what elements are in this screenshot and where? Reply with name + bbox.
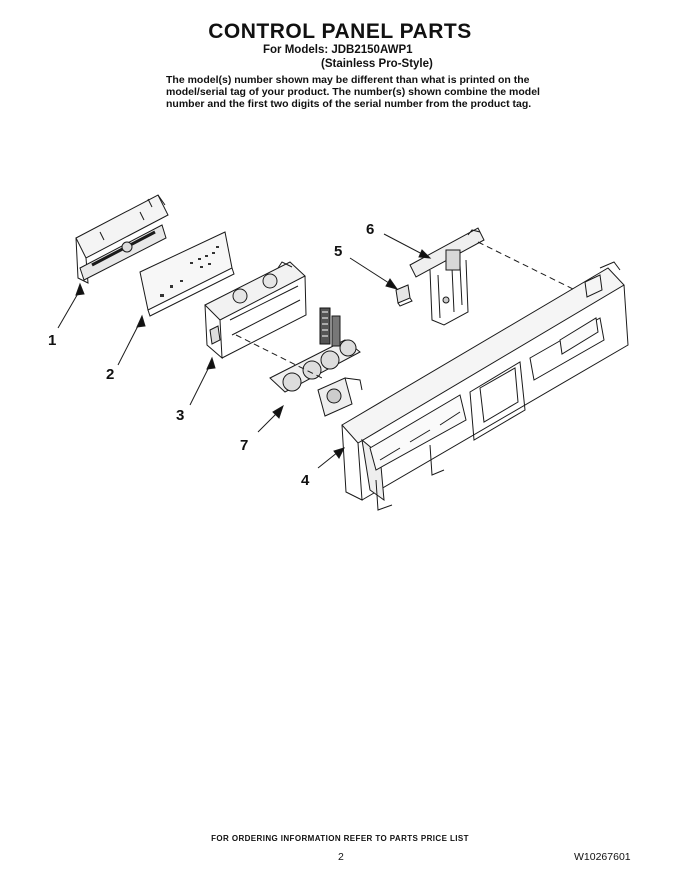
callout-5: 5 (334, 243, 343, 260)
callout-7: 7 (240, 437, 249, 454)
callout-6: 6 (366, 221, 375, 238)
model-note: The model(s) number shown may be different than what is printed on the model/serial tag of your product. The number(s) shown combine the model number and the first two digits of the serial number from the product tag. (166, 74, 540, 110)
part-3-housing (205, 262, 306, 358)
callout-1: 1 (48, 332, 57, 349)
page-title: CONTROL PANEL PARTS (208, 20, 472, 43)
part-6-latch (410, 228, 484, 325)
model-variant: (Stainless Pro-Style) (321, 58, 433, 70)
page-number: 2 (338, 851, 344, 863)
part-5-connector (396, 285, 412, 306)
callout-4: 4 (301, 472, 310, 489)
part-4-control-panel (342, 262, 628, 510)
part-7-switch-assembly (270, 308, 362, 416)
document-number: W10267601 (574, 851, 631, 863)
callout-3: 3 (176, 407, 185, 424)
ordering-info: FOR ORDERING INFORMATION REFER TO PARTS PRICE LIST (211, 834, 469, 843)
callout-2: 2 (106, 366, 115, 383)
assembly-lines (236, 242, 575, 378)
model-number: For Models: JDB2150AWP1 (263, 44, 413, 56)
